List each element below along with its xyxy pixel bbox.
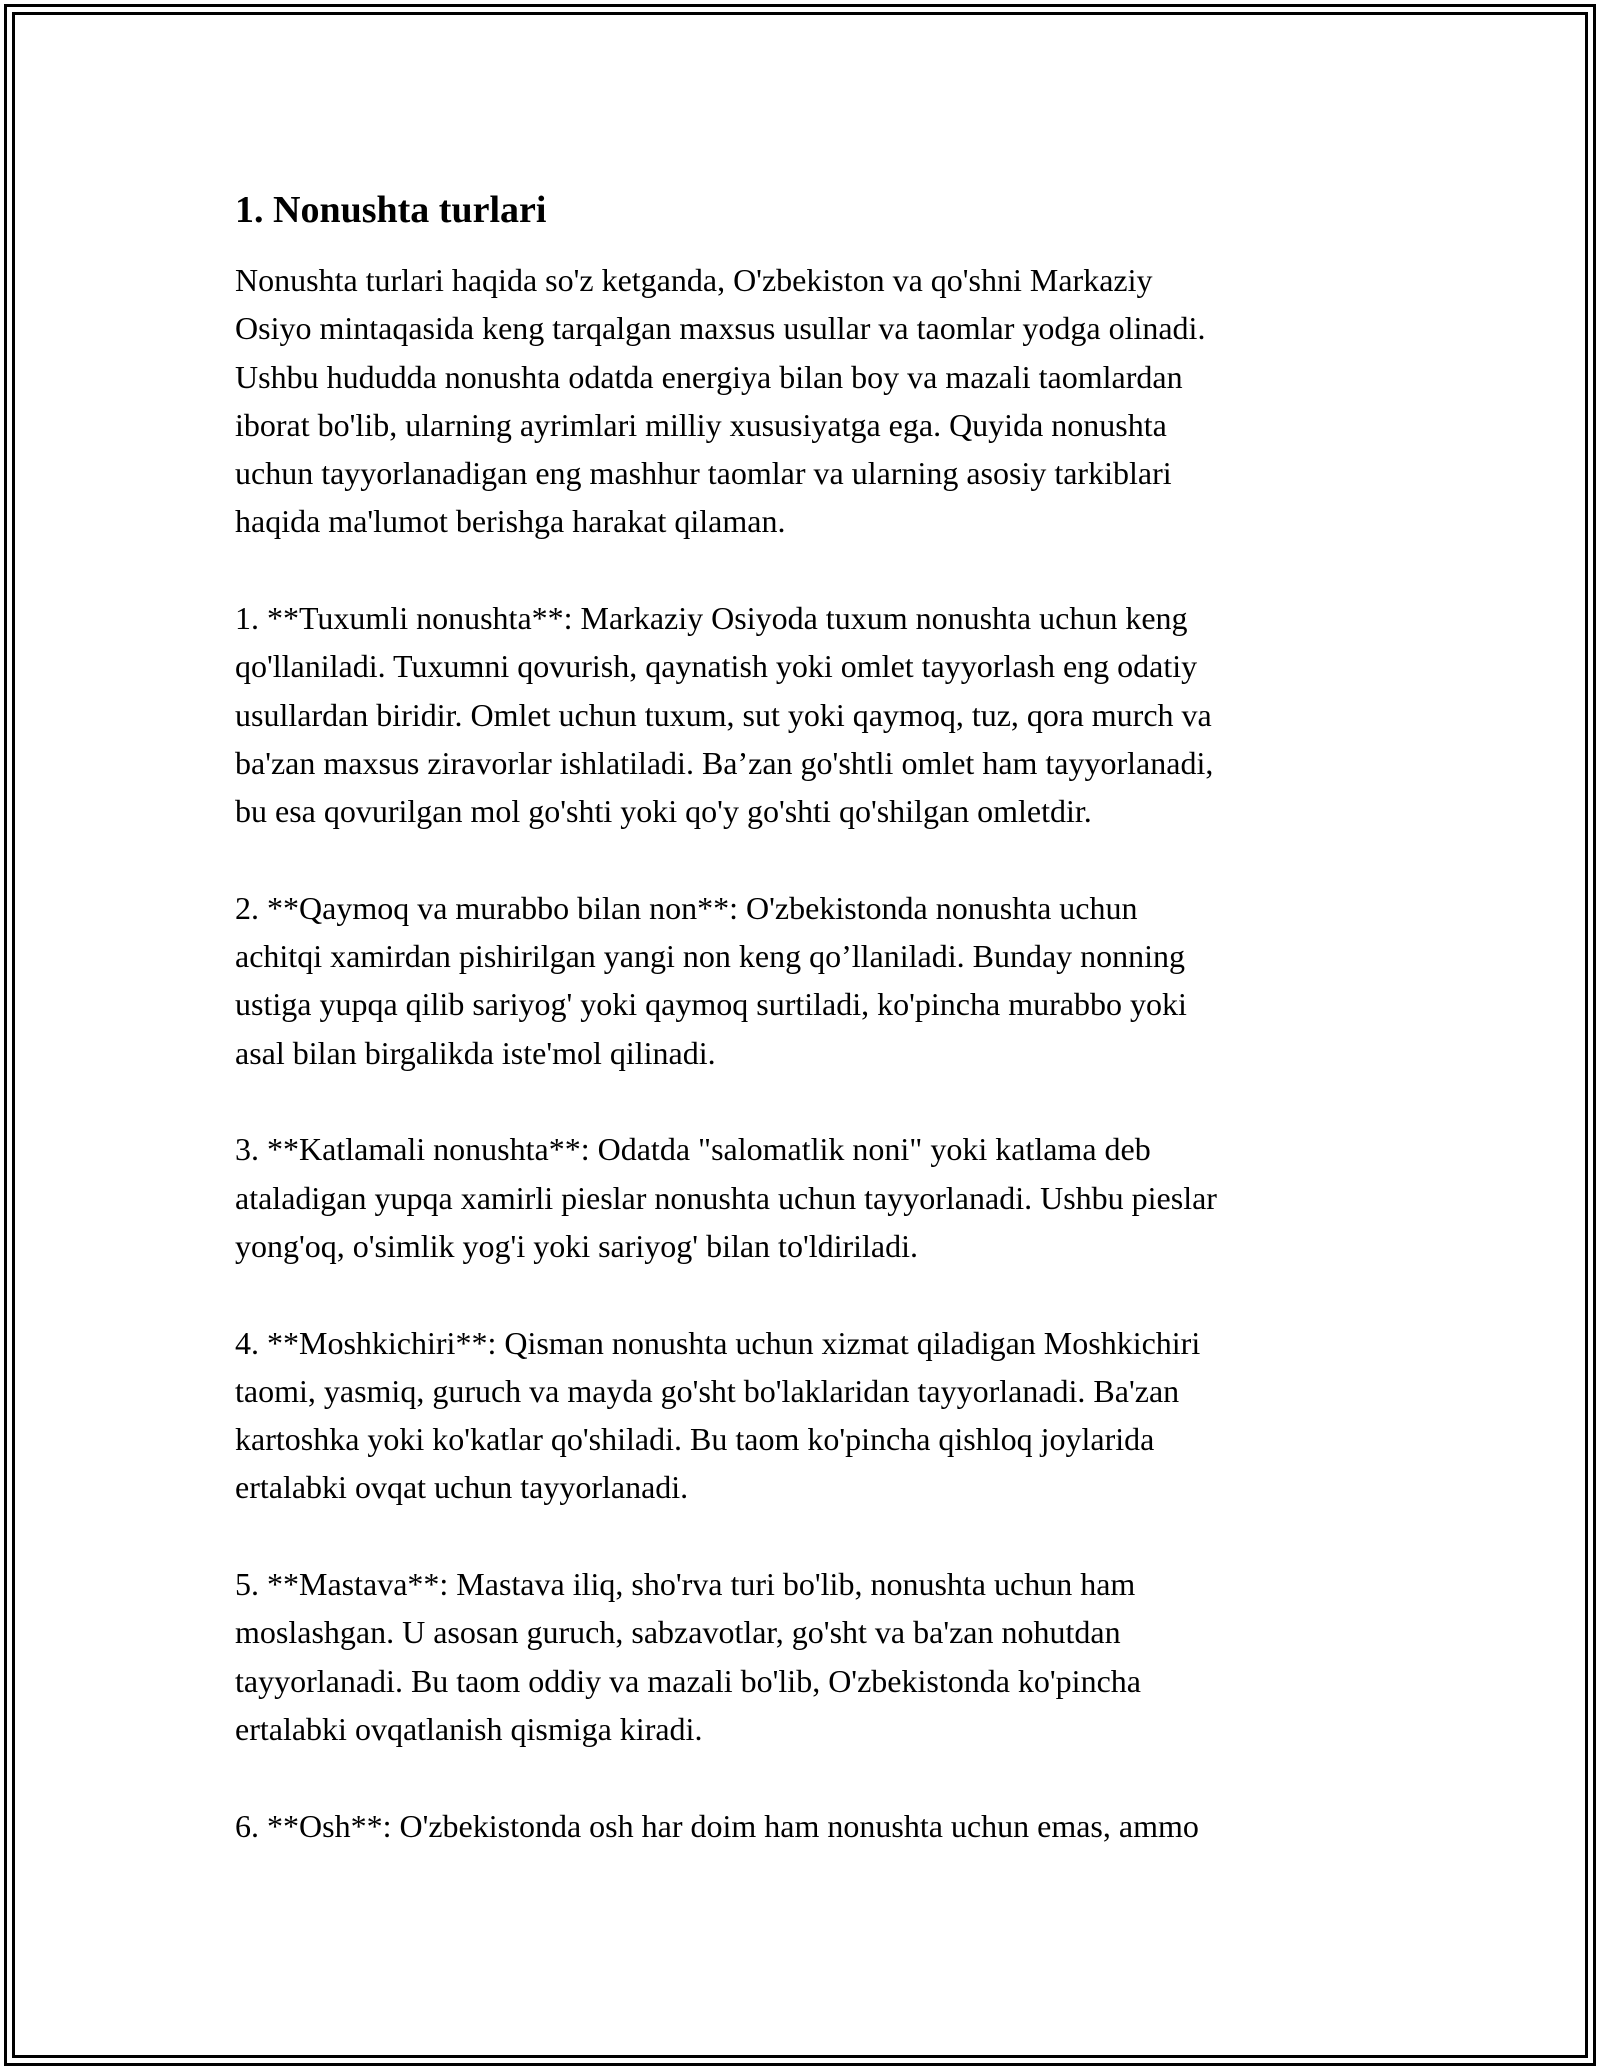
text-line: Osiyo mintaqasida keng tarqalgan maxsus usullar va taomlar yodga olinadi. <box>235 310 1206 347</box>
text-line: achitqi xamirdan pishirilgan yangi non keng qo’llaniladi. Bunday nonning <box>235 938 1186 975</box>
text-line: usullardan biridir. Omlet uchun tuxum, sut yoki qaymoq, tuz, qora murch va <box>235 696 1212 733</box>
text-line: asal bilan birgalikda iste'mol qilinadi. <box>235 1034 716 1071</box>
text-line: iborat bo'lib, ularning ayrimlari milliy xususiyatga ega. Quyida nonushta <box>235 406 1167 443</box>
text-line: 1. **Tuxumli nonushta**: Markaziy Osiyoda tuxum nonushta uchun keng <box>235 600 1188 637</box>
text-line: moslashgan. U asosan guruch, sabzavotlar, go'sht va ba'zan nohutdan <box>235 1614 1121 1651</box>
text-line: 6. **Osh**: O'zbekistonda osh har doim ham nonushta uchun emas, ammo <box>235 1807 1199 1844</box>
list-item-tuxumli-nonushta <box>235 594 1375 835</box>
text-line: ertalabki ovqatlanish qismiga kiradi. <box>235 1710 703 1747</box>
text-line: 3. **Katlamali nonushta**: Odatda "salomatlik noni" yoki katlama deb <box>235 1131 1151 1168</box>
intro-paragraph <box>235 256 1375 546</box>
text-line: bu esa qovurilgan mol go'shti yoki qo'y go'shti qo'shilgan omletdir. <box>235 793 1092 830</box>
text-line: ustiga yupqa qilib sariyog' yoki qaymoq surtiladi, ko'pincha murabbo yoki <box>235 986 1187 1023</box>
text-line: 5. **Mastava**: Mastava iliq, sho'rva turi bo'lib, nonushta uchun ham <box>235 1566 1136 1603</box>
list-item-katlamali-nonushta <box>235 1125 1375 1270</box>
text-line: kartoshka yoki ko'katlar qo'shiladi. Bu taom ko'pincha qishloq joylarida <box>235 1421 1155 1458</box>
text-line: 4. **Moshkichiri**: Qisman nonushta uchun xizmat qiladigan Moshkichiri <box>235 1324 1201 1361</box>
text-line: ertalabki ovqat uchun tayyorlanadi. <box>235 1469 689 1506</box>
text-line: ba'zan maxsus ziravorlar ishlatiladi. Ba’zan go'shtli omlet ham tayyorlanadi, <box>235 744 1214 781</box>
text-line: 2. **Qaymoq va murabbo bilan non**: O'zbekistonda nonushta uchun <box>235 889 1138 926</box>
section-heading: 1. Nonushta turlari <box>235 189 547 231</box>
text-line: Ushbu hududda nonushta odatda energiya bilan boy va mazali taomlardan <box>235 358 1183 395</box>
text-line: Nonushta turlari haqida so'z ketganda, O'zbekiston va qo'shni Markaziy <box>235 262 1153 298</box>
text-line: tayyorlanadi. Bu taom oddiy va mazali bo'lib, O'zbekistonda ko'pincha <box>235 1662 1141 1699</box>
text-line: yong'oq, o'simlik yog'i yoki sariyog' bilan to'ldiriladi. <box>235 1227 919 1264</box>
text-line: qo'llaniladi. Tuxumni qovurish, qaynatish yoki omlet tayyorlash eng odatiy <box>235 648 1198 685</box>
text-line: ataladigan yupqa xamirli pieslar nonushta uchun tayyorlanadi. Ushbu pieslar <box>235 1179 1217 1216</box>
text-line: uchun tayyorlanadigan eng mashhur taomlar va ularning asosiy tarkiblari <box>235 455 1172 492</box>
document-body <box>235 184 1375 1898</box>
list-item-moshkichiri <box>235 1319 1375 1512</box>
text-line: haqida ma'lumot berishga harakat qilaman. <box>235 503 786 540</box>
text-line: taomi, yasmiq, guruch va mayda go'sht bo'laklaridan tayyorlanadi. Ba'zan <box>235 1372 1180 1409</box>
list-item-osh <box>235 1802 1375 1850</box>
list-item-qaymoq-murabbo <box>235 884 1375 1077</box>
list-item-mastava <box>235 1560 1375 1753</box>
